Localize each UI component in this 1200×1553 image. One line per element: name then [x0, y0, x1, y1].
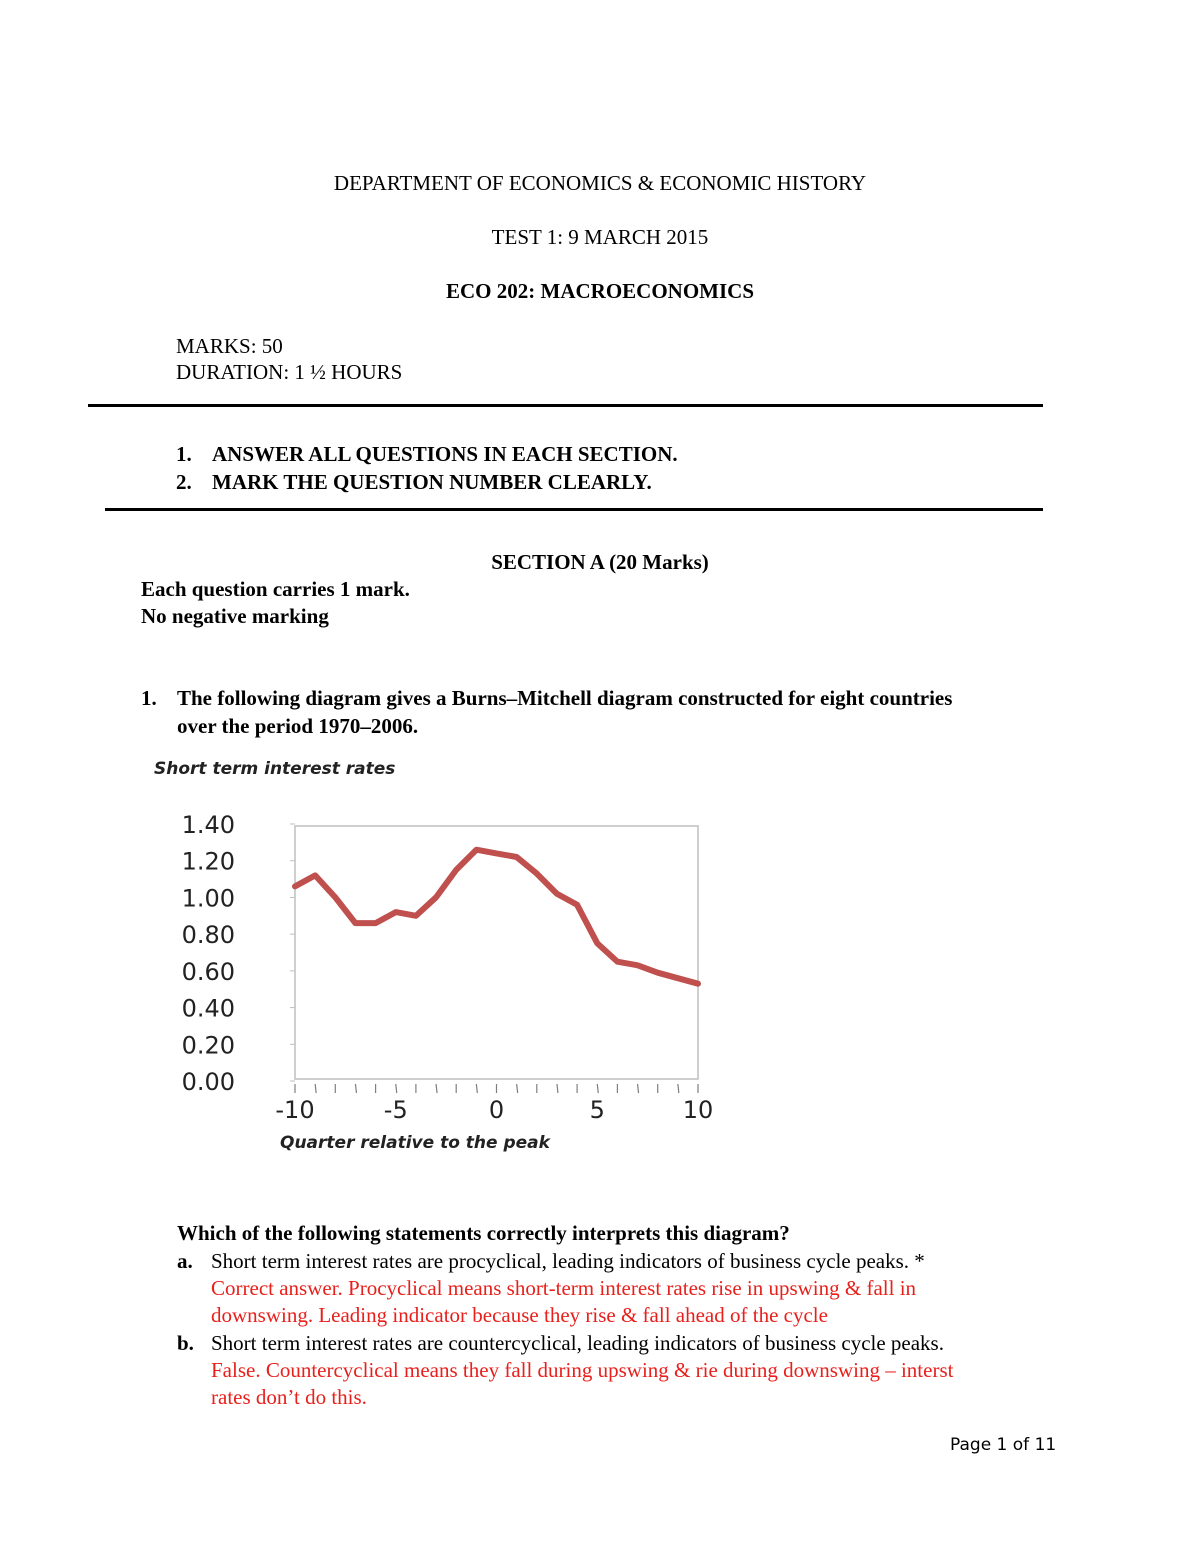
x-minor-tick [557, 1084, 558, 1093]
y-tick-label: 0.20 [181, 1031, 235, 1060]
marks-text: MARKS: 50 [176, 334, 283, 358]
instruction-number: 1. [176, 442, 192, 466]
x-tick-label: -10 [275, 1096, 315, 1124]
option-text: Short term interest rates are countercyclical, leading indicators of business cycle peaks. [211, 1331, 944, 1355]
divider-top [88, 404, 1043, 407]
option-b [177, 1331, 944, 1356]
page-number: Page 1 of 11 [950, 1435, 1057, 1455]
divider-bottom [105, 508, 1043, 511]
instruction-text: MARK THE QUESTION NUMBER CLEARLY. [212, 470, 652, 494]
line-chart [140, 800, 740, 1130]
x-minor-tick [476, 1084, 477, 1093]
x-minor-tick [315, 1084, 316, 1093]
option-a [177, 1249, 925, 1274]
instruction-number: 2. [176, 470, 192, 494]
duration-text: DURATION: 1 ½ HOURS [176, 360, 403, 384]
x-tick-label: 5 [589, 1096, 605, 1124]
question-prompt: Which of the following statements correctly interprets this diagram? [177, 1221, 790, 1245]
instruction-text: ANSWER ALL QUESTIONS IN EACH SECTION. [212, 442, 678, 466]
x-minor-tick [638, 1084, 639, 1093]
x-minor-tick [597, 1084, 598, 1093]
section-note: No negative marking [141, 604, 329, 628]
option-b-answer: False. Countercyclical means they fall during upswing & rie during downswing – interst [211, 1358, 954, 1382]
y-tick-label: 0.40 [181, 994, 235, 1023]
x-minor-tick [678, 1084, 679, 1093]
chart-title: Short term interest rates [154, 759, 396, 779]
question-number: 1. [141, 686, 157, 710]
instruction-item [176, 470, 652, 495]
option-text: Short term interest rates are procyclical, leading indicators of business cycle peaks. * [211, 1249, 925, 1273]
x-axis-label: Quarter relative to the peak [280, 1133, 550, 1153]
series-line [295, 850, 698, 984]
y-tick-label: 1.20 [181, 847, 235, 876]
option-a-answer: Correct answer. Procyclical means short-term interest rates rise in upswing & fall in [211, 1276, 917, 1300]
x-minor-tick [396, 1084, 397, 1093]
section-note: Each question carries 1 mark. [141, 577, 410, 601]
y-tick-label: 1.40 [181, 811, 235, 839]
instruction-item [176, 442, 678, 467]
y-tick-label: 0.80 [181, 921, 235, 950]
question-1 [141, 686, 952, 711]
x-tick-label: 10 [682, 1096, 714, 1124]
x-minor-tick [355, 1084, 356, 1093]
y-tick-label: 1.00 [181, 884, 235, 913]
section-title: SECTION A (20 Marks) [491, 550, 709, 574]
option-b-answer: rates don’t do this. [211, 1385, 367, 1409]
x-minor-tick [517, 1084, 518, 1093]
y-tick-label: 0.00 [181, 1068, 235, 1096]
plot-area [295, 826, 698, 1079]
y-tick-label: 0.60 [181, 957, 235, 986]
test-heading: TEST 1: 9 MARCH 2015 [491, 225, 709, 249]
question-text: The following diagram gives a Burns–Mitchell diagram constructed for eight countries [177, 686, 953, 710]
option-letter: a. [177, 1249, 193, 1273]
x-minor-tick [436, 1084, 437, 1093]
option-a-answer: downswing. Leading indicator because they rise & fall ahead of the cycle [211, 1303, 828, 1327]
x-tick-label: 0 [488, 1096, 505, 1124]
x-tick-label: -5 [383, 1096, 408, 1124]
department-heading: DEPARTMENT OF ECONOMICS & ECONOMIC HISTORY [333, 171, 867, 195]
question-text-cont: over the period 1970–2006. [177, 714, 419, 738]
option-letter: b. [177, 1331, 194, 1355]
course-heading: ECO 202: MACROECONOMICS [446, 279, 754, 303]
